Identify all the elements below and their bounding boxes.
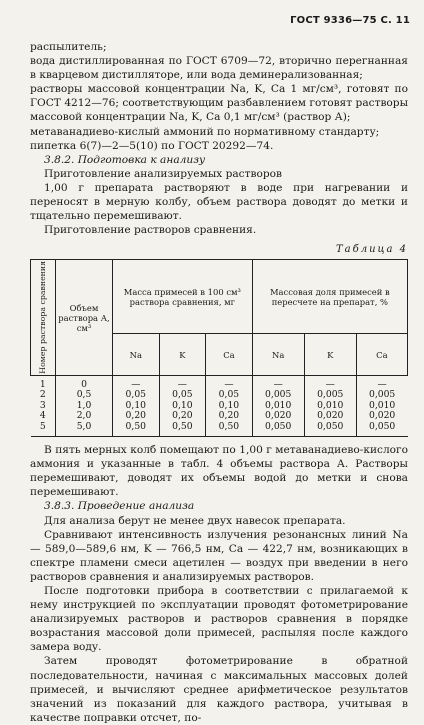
table-cell: 5 <box>39 420 46 432</box>
table-cell: 0,020 <box>356 411 407 422</box>
table-cell: — <box>304 380 356 391</box>
table-cell: 0,05 <box>159 390 206 401</box>
table-cell: 0,5 <box>56 390 113 401</box>
col-header-number-text: Номер раствора сравнения <box>37 261 47 375</box>
col-header-mass: Масса примесей в 100 см³ раствора сравнения, мг <box>113 260 253 334</box>
col-header-number <box>31 260 56 376</box>
sub-header: Ca <box>206 334 253 376</box>
col-header-fraction: Массовая доля примесей в пересчете на препарат, % <box>252 260 407 334</box>
table-body <box>31 376 408 437</box>
paragraph: растворы массовой концентрации Na, K, Ca 1 мг/см³, готовят по ГОСТ 4212—76; соответствующим разбавлением готовят растворы массовой концентрации Na, K, Ca 0,1 мг/см³ (раствор А); <box>30 83 408 124</box>
document-body <box>30 40 408 725</box>
paragraph: распылитель; <box>30 41 107 53</box>
table-cell: 0,50 <box>113 422 160 433</box>
table-cell: 0,50 <box>206 422 253 433</box>
paragraph: 1,00 г препарата растворяют в воде при нагревании и переносят в мерную колбу, объем раствора доводят до метки и тщательно перемешивают. <box>30 181 408 223</box>
table-cell: — <box>206 380 253 391</box>
paragraphs-bottom <box>30 443 408 725</box>
table-cell: 0,10 <box>206 401 253 412</box>
paragraph: пипетка 6(7)—2—5(10) по ГОСТ 20292—74. <box>30 139 274 152</box>
table-cell: 0,20 <box>159 411 206 422</box>
table-cell: 0,010 <box>356 401 407 412</box>
table-spacer <box>31 433 408 437</box>
table-cell: 2,0 <box>56 411 113 422</box>
table-cell: 0,010 <box>304 401 356 412</box>
table-cell: 2 <box>39 389 46 401</box>
table-cell: — <box>113 380 160 391</box>
sub-header: Na <box>252 334 304 376</box>
paragraph: Сравнивают интенсивность излучения резонансных линий Na — 589,0—589,6 нм, K — 766,5 нм, Ca — 422,7 нм, возникающих в спектре пламени смеси ацетилен — воздух при введении в него растворов сравнения и анализируемых растворов. <box>30 528 408 583</box>
col-header-volume: Объем раствора А, см³ <box>56 260 113 376</box>
table-cell: 0,20 <box>113 411 160 422</box>
table-cell: — <box>356 380 407 391</box>
table-cell: 0,005 <box>252 390 304 401</box>
paragraph: вода дистиллированная по ГОСТ 6709—72, вторично перегнанная в кварцевом дистилляторе, или вода деминерализованная; <box>30 55 408 82</box>
table-cell: 0,005 <box>304 390 356 401</box>
paragraphs-top <box>30 40 408 237</box>
table-cell: 5,0 <box>56 422 113 433</box>
table-cell: — <box>159 380 206 391</box>
sub-header: Ca <box>356 334 407 376</box>
table-cell: 0,10 <box>113 401 160 412</box>
table-cell: 0,05 <box>113 390 160 401</box>
table-cell: 0,010 <box>252 401 304 412</box>
table-cell: 1,0 <box>56 401 113 412</box>
table-cell: 0,050 <box>356 422 407 433</box>
table-cell: 0,050 <box>252 422 304 433</box>
table-cell: 0,20 <box>206 411 253 422</box>
paragraph: метаванадиево-кислый аммоний по нормативному стандарту; <box>30 125 380 138</box>
paragraph: В пять мерных колб помещают по 1,00 г метаванадиево-кислого аммония и указанные в табл. 4 объемы раствора А. Растворы перемешивают, доводят их объемы водой до метки и снова перемешивают. <box>30 444 408 499</box>
sub-header: Na <box>113 334 160 376</box>
paragraph: Затем проводят фотометрирование в обратной последовательности, начиная с максимальных массовых долей примесей, и вычисляют среднее арифметическое результатов значений из показаний для каждого раствора, учитывая в качестве поправки отсчет, по- <box>30 655 408 724</box>
table-cell: 0 <box>56 380 113 391</box>
paragraph: Приготовление анализируемых растворов <box>44 167 282 180</box>
paragraph: Для анализа берут не менее двух навесок препарата. <box>44 514 346 527</box>
table-cell: 0,005 <box>356 390 407 401</box>
table-row <box>31 422 408 433</box>
table-cell: 0,10 <box>159 401 206 412</box>
table-cell: 0,50 <box>159 422 206 433</box>
table-cell: — <box>252 380 304 391</box>
table-cell: 4 <box>39 410 46 422</box>
page-header: ГОСТ 9336—75 С. 11 <box>290 15 410 26</box>
table-cell: 1 <box>39 378 46 390</box>
sub-header: K <box>304 334 356 376</box>
data-table <box>30 259 408 437</box>
paragraph: Приготовление растворов сравнения. <box>44 224 257 237</box>
section-heading: 3.8.3. Проведение анализа <box>44 500 195 513</box>
sub-header: K <box>159 334 206 376</box>
table-cell: 0,020 <box>304 411 356 422</box>
table-cell: 0,020 <box>252 411 304 422</box>
paragraph: После подготовки прибора в соответствии с прилагаемой к нему инструкцией по эксплуатации проводят фотометрирование анализируемых растворов и растворов сравнения в порядке возрастания массовой доли примесей, распыляя после каждого замера воду. <box>30 585 408 654</box>
table-cell: 0,05 <box>206 390 253 401</box>
table-cell: 3 <box>39 399 46 411</box>
table-caption: Таблица 4 <box>335 244 408 256</box>
table-cell: 0,050 <box>304 422 356 433</box>
section-heading: 3.8.2. Подготовка к анализу <box>44 153 206 166</box>
